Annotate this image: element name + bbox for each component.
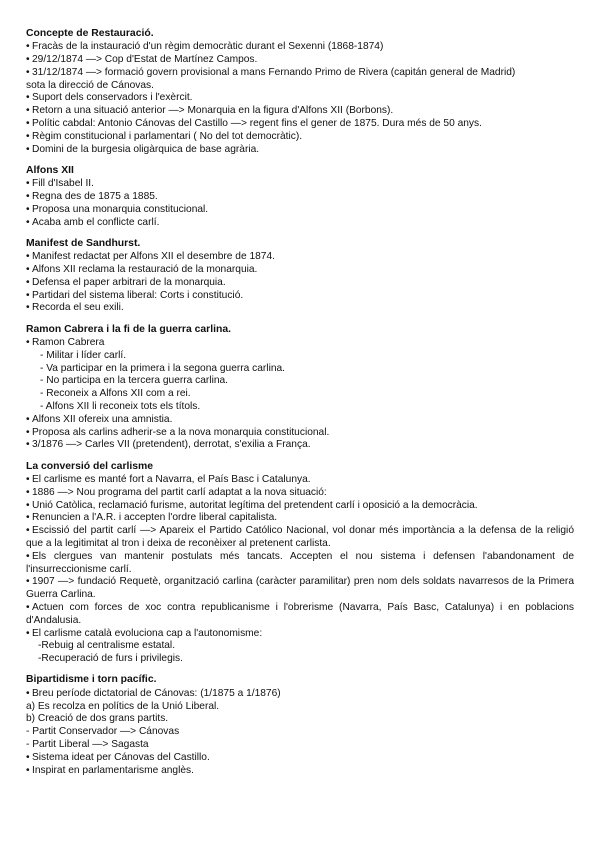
list-item: • Acaba amb el conflicte carlí.	[26, 217, 574, 230]
list-item: • Defensa el paper arbitrari de la monarquia.	[26, 277, 574, 290]
list-item: • Ramon Cabrera	[26, 337, 574, 350]
list-item: • Actuen com forces de xoc contra republicanisme i l'obrerisme (Navarra, País Basc, Catalunya) i en poblacions d'Andalusia.	[26, 602, 574, 628]
section-alfons-xii	[26, 165, 574, 229]
section-heading: Alfons XII	[26, 164, 74, 176]
section-restauracio	[26, 28, 574, 156]
section-bipartidisme	[26, 674, 574, 777]
list-item: • Regna des de 1875 a 1885.	[26, 191, 574, 204]
sub-list-item: - Va participar en la primera i la segona guerra carlina.	[40, 362, 285, 374]
list-item: • Els clergues van mantenir postulats més tancats. Accepten el nou sistema i defensen l'abandonament de l'insurreccionisme carlí.	[26, 551, 574, 577]
list-item: • Règim constitucional i parlamentari ( No del tot democràtic).	[26, 131, 574, 144]
sub-list-item: - Alfons XII li reconeix tots els títols.	[40, 401, 201, 413]
list-item: • Escissió del partit carlí —> Apareix el Partido Católico Nacional, vol donar més importància a la defensa de la religió que a la legitimitat al tron i deixa de reconèixer al pretenent carlista.	[26, 525, 574, 551]
section-conversio-carlisme	[26, 461, 574, 666]
sub-list-item: -Recuperació de furs i privilegis.	[38, 653, 183, 665]
list-item: • Partidari del sistema liberal: Corts i constitució.	[26, 290, 574, 303]
list-item: • Manifest redactat per Alfons XII el desembre de 1874.	[26, 251, 574, 264]
list-item: • Recorda el seu exili.	[26, 302, 574, 315]
list-item: • Fracàs de la instauració d'un règim democràtic durant el Sexenni (1868-1874)	[26, 41, 574, 54]
list-item-continuation: sota la direcció de Cánovas.	[26, 79, 154, 91]
list-item: • Sistema ideat per Cánovas del Castillo.	[26, 752, 574, 765]
section-heading: Ramon Cabrera i la fi de la guerra carlina.	[26, 323, 232, 335]
list-item: • Polític cabdal: Antonio Cánovas del Castillo —> regent fins el gener de 1875. Dura més de 50 anys.	[26, 118, 574, 131]
list-item: • Retorn a una situació anterior —> Monarquia en la figura d'Alfons XII (Borbons).	[26, 105, 574, 118]
list-item-plain: a) Es recolza en polítics de la Unió Liberal.	[26, 700, 220, 712]
list-item: • 1907 —> fundació Requetè, organització carlina (caràcter paramilitar) pren nom dels soldats navarresos de la Primera Guerra Carlina.	[26, 576, 574, 602]
section-heading: Concepte de Restauració.	[26, 28, 154, 39]
section-ramon-cabrera	[26, 324, 574, 452]
list-item: • Alfons XII ofereix una amnistia.	[26, 414, 574, 427]
sub-list-item: - Militar i líder carlí.	[40, 349, 127, 361]
list-item: • Inspirat en parlamentarisme anglès.	[26, 765, 574, 778]
list-item: • Breu període dictatorial de Cánovas: (1/1875 a 1/1876)	[26, 688, 574, 701]
list-item-plain: - Partit Conservador —> Cánovas	[26, 726, 180, 738]
list-item: • Unió Catòlica, reclamació furisme, autoritat legítima del pretendent carlí i oposició a la democràcia.	[26, 500, 574, 513]
sub-list-item: -Rebuig al centralisme estatal.	[38, 640, 176, 652]
list-item-plain: - Partit Liberal —> Sagasta	[26, 738, 149, 750]
list-item: • Suport dels conservadors i l'exèrcit.	[26, 92, 574, 105]
sub-list-item: - Reconeix a Alfons XII com a rei.	[40, 388, 191, 400]
section-heading: Bipartidisme i torn pacífic.	[26, 674, 157, 686]
sub-list-item: - No participa en la tercera guerra carlina.	[40, 375, 228, 387]
list-item: • El carlisme es manté fort a Navarra, el País Basc i Catalunya.	[26, 474, 574, 487]
section-heading: La conversió del carlisme	[26, 460, 154, 472]
list-item: • Domini de la burgesia oligàrquica de base agrària.	[26, 144, 574, 157]
list-item: • 31/12/1874 —> formació govern provisional a mans Fernando Primo de Rivera (capitán general de Madrid)	[26, 67, 574, 80]
list-item-plain: b) Creació de dos grans partits.	[26, 713, 169, 725]
section-manifest-sandhurst	[26, 238, 574, 315]
list-item: • 29/12/1874 —> Cop d'Estat de Martínez Campos.	[26, 54, 574, 67]
list-item: • Proposa als carlins adherir-se a la nova monarquia constitucional.	[26, 427, 574, 440]
list-item: • Renuncien a l'A.R. i accepten l'ordre liberal capitalista.	[26, 512, 574, 525]
list-item: • Alfons XII reclama la restauració de la monarquia.	[26, 264, 574, 277]
section-heading: Manifest de Sandhurst.	[26, 237, 141, 249]
document-page	[26, 28, 574, 786]
list-item: • Fill d'Isabel II.	[26, 178, 574, 191]
list-item: • El carlisme català evoluciona cap a l'autonomisme:	[26, 628, 574, 641]
list-item: • Proposa una monarquia constitucional.	[26, 204, 574, 217]
list-item: • 3/1876 —> Carles VII (pretendent), derrotat, s'exilia a França.	[26, 439, 574, 452]
list-item: • 1886 —> Nou programa del partit carlí adaptat a la nova situació:	[26, 487, 574, 500]
